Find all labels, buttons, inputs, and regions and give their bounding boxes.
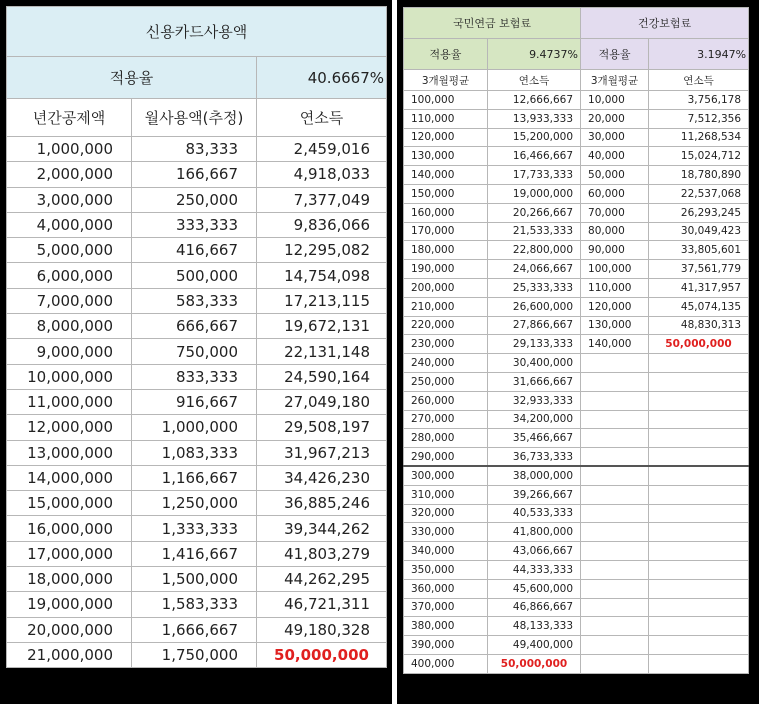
insurance-row [404,260,749,279]
card-rate-label: 적용율 [7,57,257,99]
insurance-row [404,448,749,467]
card-row [7,187,387,212]
insurance-row [404,410,749,429]
health-income-cell: 30,049,423 [649,222,749,241]
card-income-cell: 17,213,115 [257,288,387,313]
card-row [7,137,387,162]
pension-rate-label: 적용율 [404,39,488,70]
pension-income-cell: 46,866,667 [488,598,581,617]
empty-cell [581,410,649,429]
pension-income-cell: 43,066,667 [488,542,581,561]
insurance-row [404,128,749,147]
insurance-row [404,316,749,335]
card-income-cell: 49,180,328 [257,617,387,642]
health-title: 건강보험료 [581,8,749,39]
card-income-cell: 12,295,082 [257,238,387,263]
health-avg-cell: 90,000 [581,241,649,260]
empty-cell [649,504,749,523]
insurance-row [404,91,749,110]
pension-income-cell: 45,600,000 [488,579,581,598]
pension-income-cell: 16,466,667 [488,147,581,166]
card-income-cell: 19,672,131 [257,314,387,339]
health-avg-cell: 30,000 [581,128,649,147]
empty-cell [581,429,649,448]
card-row [7,415,387,440]
health-income-cell: 26,293,245 [649,203,749,222]
card-row [7,162,387,187]
card-row [7,339,387,364]
card-row [7,389,387,414]
insurance-row [404,560,749,579]
pension-avg-cell: 330,000 [404,523,488,542]
card-monthly-cell: 1,750,000 [132,642,257,667]
card-monthly-cell: 666,667 [132,314,257,339]
card-monthly-cell: 250,000 [132,187,257,212]
empty-cell [581,354,649,373]
empty-cell [649,636,749,655]
empty-cell [649,485,749,504]
pension-income-cell: 19,000,000 [488,184,581,203]
pension-avg-cell: 130,000 [404,147,488,166]
empty-cell [649,617,749,636]
empty-cell [581,560,649,579]
card-income-cell: 36,885,246 [257,491,387,516]
insurance-row [404,654,749,673]
card-monthly-cell: 1,416,667 [132,541,257,566]
card-income-cell: 22,131,148 [257,339,387,364]
card-monthly-cell: 333,333 [132,212,257,237]
pension-avg-cell: 280,000 [404,429,488,448]
empty-cell [581,523,649,542]
card-income-cell: 27,049,180 [257,389,387,414]
card-income-cell: 24,590,164 [257,364,387,389]
empty-cell [649,523,749,542]
health-avg-cell: 100,000 [581,260,649,279]
card-row [7,491,387,516]
insurance-row [404,278,749,297]
card-monthly-cell: 416,667 [132,238,257,263]
empty-cell [649,354,749,373]
card-deduction-cell: 19,000,000 [7,592,132,617]
empty-cell [649,448,749,467]
empty-cell [581,617,649,636]
pension-avg-cell: 340,000 [404,542,488,561]
card-income-cell: 34,426,230 [257,465,387,490]
pension-income-cell: 36,733,333 [488,448,581,467]
health-income-cell: 11,268,534 [649,128,749,147]
card-row [7,541,387,566]
card-row [7,288,387,313]
health-avg-cell: 110,000 [581,278,649,297]
pension-avg-cell: 380,000 [404,617,488,636]
insurance-row [404,598,749,617]
card-deduction-cell: 5,000,000 [7,238,132,263]
card-monthly-cell: 916,667 [132,389,257,414]
health-income-cell: 7,512,356 [649,109,749,128]
pension-avg-cell: 220,000 [404,316,488,335]
card-header-deduction: 년간공제액 [7,99,132,137]
insurance-row [404,203,749,222]
pension-income-cell: 34,200,000 [488,410,581,429]
card-deduction-cell: 4,000,000 [7,212,132,237]
card-monthly-cell: 1,666,667 [132,617,257,642]
health-income-cell: 15,024,712 [649,147,749,166]
card-deduction-cell: 11,000,000 [7,389,132,414]
card-deduction-cell: 14,000,000 [7,465,132,490]
pension-avg-cell: 110,000 [404,109,488,128]
pension-income-cell: 31,666,667 [488,372,581,391]
health-income-cell: 45,074,135 [649,297,749,316]
card-row [7,263,387,288]
empty-cell [581,504,649,523]
insurance-row [404,109,749,128]
card-monthly-cell: 83,333 [132,137,257,162]
card-monthly-cell: 1,500,000 [132,567,257,592]
pension-income-cell: 50,000,000 [488,654,581,673]
health-avg-cell: 40,000 [581,147,649,166]
card-income-cell: 9,836,066 [257,212,387,237]
insurance-row [404,504,749,523]
empty-cell [581,579,649,598]
card-deduction-cell: 1,000,000 [7,137,132,162]
pension-income-cell: 13,933,333 [488,109,581,128]
card-deduction-cell: 17,000,000 [7,541,132,566]
pension-avg-cell: 290,000 [404,448,488,467]
insurance-row [404,241,749,260]
pension-avg-cell: 120,000 [404,128,488,147]
health-avg-cell: 60,000 [581,184,649,203]
health-avg-cell: 120,000 [581,297,649,316]
card-deduction-cell: 2,000,000 [7,162,132,187]
pension-avg-cell: 300,000 [404,466,488,485]
insurance-row [404,354,749,373]
card-row [7,617,387,642]
card-row [7,465,387,490]
health-income-cell: 18,780,890 [649,166,749,185]
pension-income-cell: 38,000,000 [488,466,581,485]
card-deduction-cell: 7,000,000 [7,288,132,313]
pension-avg-cell: 210,000 [404,297,488,316]
card-income-cell: 31,967,213 [257,440,387,465]
card-monthly-cell: 1,250,000 [132,491,257,516]
health-avg-cell: 10,000 [581,91,649,110]
pension-avg-cell: 180,000 [404,241,488,260]
card-deduction-cell: 10,000,000 [7,364,132,389]
pension-income-cell: 25,333,333 [488,278,581,297]
insurance-row [404,429,749,448]
insurance-panel [397,0,759,704]
insurance-row [404,523,749,542]
empty-cell [649,429,749,448]
health-header-avg: 3개월평균 [581,70,649,91]
empty-cell [581,448,649,467]
empty-cell [581,654,649,673]
card-monthly-cell: 1,000,000 [132,415,257,440]
insurance-row [404,617,749,636]
pension-avg-cell: 100,000 [404,91,488,110]
pension-rate-value: 9.4737% [488,39,581,70]
card-monthly-cell: 1,583,333 [132,592,257,617]
card-monthly-cell: 1,083,333 [132,440,257,465]
card-income-cell: 44,262,295 [257,567,387,592]
health-avg-cell: 20,000 [581,109,649,128]
empty-cell [581,598,649,617]
insurance-row [404,372,749,391]
card-income-cell: 14,754,098 [257,263,387,288]
pension-title: 국민연금 보험료 [404,8,581,39]
empty-cell [581,466,649,485]
card-deduction-cell: 8,000,000 [7,314,132,339]
insurance-table [403,7,749,674]
card-deduction-cell: 12,000,000 [7,415,132,440]
pension-avg-cell: 270,000 [404,410,488,429]
card-monthly-cell: 583,333 [132,288,257,313]
pension-header-income: 연소득 [488,70,581,91]
pension-avg-cell: 160,000 [404,203,488,222]
empty-cell [649,410,749,429]
empty-cell [581,636,649,655]
card-row [7,314,387,339]
pension-avg-cell: 360,000 [404,579,488,598]
insurance-row [404,335,749,354]
insurance-row [404,542,749,561]
insurance-row [404,466,749,485]
pension-income-cell: 20,266,667 [488,203,581,222]
pension-income-cell: 15,200,000 [488,128,581,147]
card-deduction-cell: 16,000,000 [7,516,132,541]
health-avg-cell: 70,000 [581,203,649,222]
pension-avg-cell: 140,000 [404,166,488,185]
health-income-cell: 37,561,779 [649,260,749,279]
empty-cell [649,654,749,673]
card-monthly-cell: 1,333,333 [132,516,257,541]
health-income-cell: 33,805,601 [649,241,749,260]
card-income-cell: 39,344,262 [257,516,387,541]
insurance-row [404,579,749,598]
empty-cell [581,391,649,410]
health-avg-cell: 140,000 [581,335,649,354]
pension-header-avg: 3개월평균 [404,70,488,91]
card-income-cell: 41,803,279 [257,541,387,566]
pension-income-cell: 22,800,000 [488,241,581,260]
health-income-cell: 41,317,957 [649,278,749,297]
pension-income-cell: 12,666,667 [488,91,581,110]
insurance-row [404,222,749,241]
card-income-cell: 50,000,000 [257,642,387,667]
insurance-row [404,184,749,203]
pension-avg-cell: 240,000 [404,354,488,373]
health-header-income: 연소득 [649,70,749,91]
pension-avg-cell: 170,000 [404,222,488,241]
insurance-row [404,147,749,166]
card-row [7,592,387,617]
empty-cell [649,391,749,410]
pension-avg-cell: 190,000 [404,260,488,279]
empty-cell [649,560,749,579]
pension-avg-cell: 400,000 [404,654,488,673]
card-deduction-cell: 18,000,000 [7,567,132,592]
card-row [7,364,387,389]
empty-cell [649,466,749,485]
card-rate-value: 40.6667% [257,57,387,99]
empty-cell [649,598,749,617]
pension-avg-cell: 230,000 [404,335,488,354]
pension-income-cell: 21,533,333 [488,222,581,241]
card-header-monthly: 월사용액(추정) [132,99,257,137]
card-row [7,238,387,263]
pension-income-cell: 26,600,000 [488,297,581,316]
card-deduction-cell: 3,000,000 [7,187,132,212]
card-monthly-cell: 750,000 [132,339,257,364]
pension-income-cell: 44,333,333 [488,560,581,579]
pension-avg-cell: 250,000 [404,372,488,391]
card-monthly-cell: 166,667 [132,162,257,187]
card-deduction-cell: 15,000,000 [7,491,132,516]
insurance-row [404,297,749,316]
empty-cell [649,372,749,391]
pension-income-cell: 30,400,000 [488,354,581,373]
pension-income-cell: 32,933,333 [488,391,581,410]
insurance-row [404,166,749,185]
card-row [7,516,387,541]
pension-income-cell: 41,800,000 [488,523,581,542]
empty-cell [581,372,649,391]
pension-avg-cell: 260,000 [404,391,488,410]
card-header-income: 연소득 [257,99,387,137]
health-income-cell: 50,000,000 [649,335,749,354]
health-rate-value: 3.1947% [649,39,749,70]
empty-cell [581,542,649,561]
empty-cell [649,579,749,598]
health-income-cell: 3,756,178 [649,91,749,110]
empty-cell [581,485,649,504]
credit-card-table [6,6,387,668]
pension-avg-cell: 310,000 [404,485,488,504]
health-rate-label: 적용율 [581,39,649,70]
insurance-row [404,636,749,655]
pension-income-cell: 17,733,333 [488,166,581,185]
insurance-row [404,391,749,410]
pension-avg-cell: 350,000 [404,560,488,579]
card-deduction-cell: 20,000,000 [7,617,132,642]
health-avg-cell: 50,000 [581,166,649,185]
card-row [7,642,387,667]
pension-avg-cell: 370,000 [404,598,488,617]
card-monthly-cell: 1,166,667 [132,465,257,490]
insurance-row [404,485,749,504]
pension-avg-cell: 320,000 [404,504,488,523]
card-monthly-cell: 500,000 [132,263,257,288]
pension-avg-cell: 150,000 [404,184,488,203]
health-income-cell: 22,537,068 [649,184,749,203]
card-row [7,440,387,465]
pension-income-cell: 35,466,667 [488,429,581,448]
card-deduction-cell: 21,000,000 [7,642,132,667]
card-deduction-cell: 9,000,000 [7,339,132,364]
health-avg-cell: 80,000 [581,222,649,241]
pension-income-cell: 39,266,667 [488,485,581,504]
card-income-cell: 2,459,016 [257,137,387,162]
pension-income-cell: 48,133,333 [488,617,581,636]
card-row [7,212,387,237]
card-monthly-cell: 833,333 [132,364,257,389]
card-deduction-cell: 13,000,000 [7,440,132,465]
card-income-cell: 29,508,197 [257,415,387,440]
pension-avg-cell: 200,000 [404,278,488,297]
pension-income-cell: 40,533,333 [488,504,581,523]
empty-cell [649,542,749,561]
pension-avg-cell: 390,000 [404,636,488,655]
pension-income-cell: 49,400,000 [488,636,581,655]
health-avg-cell: 130,000 [581,316,649,335]
card-income-cell: 4,918,033 [257,162,387,187]
pension-income-cell: 27,866,667 [488,316,581,335]
health-income-cell: 48,830,313 [649,316,749,335]
card-income-cell: 46,721,311 [257,592,387,617]
card-deduction-cell: 6,000,000 [7,263,132,288]
pension-income-cell: 29,133,333 [488,335,581,354]
pension-income-cell: 24,066,667 [488,260,581,279]
card-title: 신용카드사용액 [7,7,387,57]
card-row [7,567,387,592]
card-income-cell: 7,377,049 [257,187,387,212]
